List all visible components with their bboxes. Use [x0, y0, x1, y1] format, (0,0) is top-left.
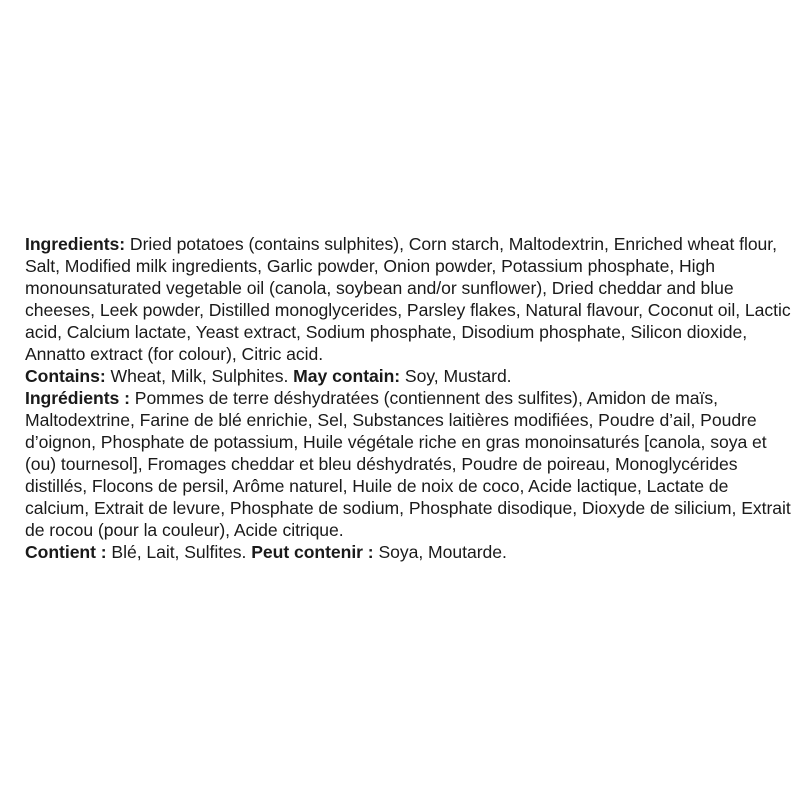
- english-ingredients-heading: Ingredients:: [25, 234, 126, 254]
- english-ingredients-list: Dried potatoes (contains sulphites), Corn starch, Maltodextrin, Enriched wheat flour, Salt, Modified milk ingredients, Garlic powder, Onion powder, Potassium phosphate, High monounsaturated vegetable oil (canola, soybean and/or sunflower), Dried cheddar and blue cheeses, Leek powder, Distilled monoglycerides, Parsley flakes, Natural flavour, Coconut oil, Lactic acid, Calcium lactate, Yeast extract, Sodium phosphate, Disodium phosphate, Silicon dioxide, Annatto extract (for colour), Citric acid.: [25, 234, 791, 364]
- english-ingredients-paragraph: [25, 233, 795, 365]
- english-allergens-paragraph: [25, 365, 795, 387]
- french-may-contain-heading: Peut contenir :: [251, 542, 374, 562]
- english-contains-heading: Contains:: [25, 366, 106, 386]
- french-contains-heading: Contient :: [25, 542, 107, 562]
- english-may-contain-list: Soy, Mustard.: [400, 366, 512, 386]
- french-contains-list: Blé, Lait, Sulfites.: [106, 542, 252, 562]
- english-may-contain-heading: May contain:: [293, 366, 401, 386]
- french-ingredients-heading: Ingrédients :: [25, 388, 130, 408]
- english-contains-list: Wheat, Milk, Sulphites.: [105, 366, 294, 386]
- ingredient-label: [25, 233, 795, 563]
- french-allergens-paragraph: [25, 541, 795, 563]
- french-may-contain-list: Soya, Moutarde.: [373, 542, 507, 562]
- french-ingredients-paragraph: [25, 387, 795, 541]
- french-ingredients-list: Pommes de terre déshydratées (contiennent des sulfites), Amidon de maïs, Maltodextrine, Farine de blé enrichie, Sel, Substances laitières modifiées, Poudre d’ail, Poudre d’oignon, Phosphate de potassium, Huile végétale riche en gras monoinsaturés [canola, soya et (ou) tournesol], Fromages cheddar et bleu déshydratés, Poudre de poireau, Monoglycérides distillés, Flocons de persil, Arôme naturel, Huile de noix de coco, Acide lactique, Lactate de calcium, Extrait de levure, Phosphate de sodium, Phosphate disodique, Dioxyde de silicium, Extrait de rocou (pour la couleur), Acide citrique.: [25, 388, 791, 540]
